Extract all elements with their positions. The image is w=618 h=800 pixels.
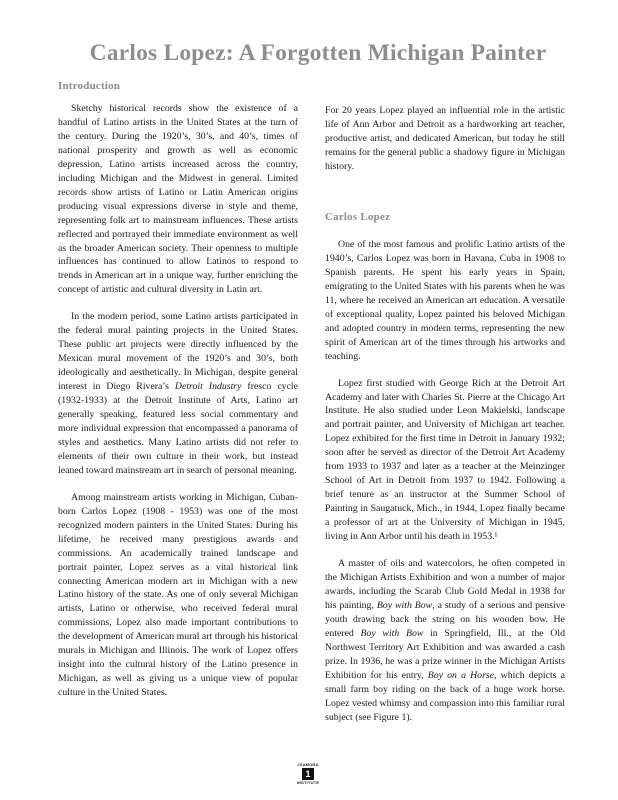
text-run: A master of oils and watercolors, he often competed in the Michigan Artists Exhibition and won a number of major awards, including the Scarab Club Gold Medal in 1938 for his painting, bbox=[325, 558, 565, 611]
left-column bbox=[58, 102, 298, 713]
page-title: Carlos Lopez: A Forgotten Michigan Painter bbox=[89, 40, 547, 66]
text-run: In the modern period, some Latino artists participated in the federal mural painting projects in the United States. These public art projects were directly influenced by the Mexican mural movement of the 1920’s and 30’s, both ideologically and aesthetically. In Michigan, despite general interest in Diego Rivera’s bbox=[58, 311, 298, 393]
paragraph: For 20 years Lopez played an influential role in the artistic life of Ann Arbor and Detroit as a hardworking art teacher, productive artist, and dedicated American, but today he still remains for the general public a shadowy figure in Michigan history. bbox=[325, 105, 565, 172]
section-heading-carlos-lopez: Carlos Lopez bbox=[325, 211, 391, 223]
text-run: fresco cycle (1932-1933) at the Detroit Institute of Arts, Latino art generally speaking, featured less social commentary and more individual expression that encompassed a panorama of styles and aesthetics. Many Latino artists did not refer to elements of their own culture in their work, but instead leaned toward mainstream art in search of personal meaning. bbox=[58, 381, 298, 476]
right-column-top bbox=[325, 104, 565, 187]
artwork-title: Boy on a Horse bbox=[427, 669, 495, 681]
logo-bottom-text: INSTITUTE bbox=[296, 780, 320, 785]
paragraph bbox=[325, 557, 565, 724]
right-column bbox=[325, 238, 565, 737]
text-run: , which depicts a small farm boy riding on the back of a huge work horse. Lopez vested whimsy and compassion into this familiar rural subject (see Figure 1). bbox=[325, 669, 565, 723]
page-number: 1 bbox=[302, 768, 314, 780]
artwork-title: Boy with Bow bbox=[360, 627, 424, 639]
paragraph: Sketchy historical records show the existence of a handful of Latino artists in the United States at the turn of the century. During the 1920’s, 30’s, and 40’s, times of national prosperity and growth as well as economic depression, Latino artists increased across the country, including Michigan and the Midwest in general. Limited records show artists of Latino or Latin American origins producing visual expressions diverse in style and theme, representing folk art to mainstream influences. These artists reflected and portrayed their immediate environment as well as the broader American society. Their openness to multiple influences has continued to allow Latinos to respond to trends in American art in a unique way, further enriching the concept of artistic and cultural diversity in Latin art. bbox=[58, 103, 298, 296]
paragraph bbox=[58, 310, 298, 477]
artwork-title: Boy with Bow bbox=[376, 599, 433, 611]
section-heading-introduction: Introduction bbox=[58, 80, 121, 92]
artwork-title: Detroit Industry bbox=[174, 381, 242, 393]
institute-logo bbox=[296, 762, 320, 790]
paragraph: Lopez first studied with George Rich at the Detroit Art Academy and later with Charles St. Pierre at the Chicago Art Institute. He also studied under Leon Makielski, landscape and portrait painter, and University of Michigan art teacher. Lopez exhibited for the first time in Detroit in January 1932; soon after he served as director of the Detroit Art Academy from 1933 to 1937 and later as a teacher at the Meinzinger School of Art in Detroit from 1937 to 1942. Following a brief tenure as an instructor at the Summer School of Painting in Saugatuck, Mich., in 1944, Lopez finally became a professor of art at the University of Michigan in 1945, living in Ann Arbor until his death in 1953.¹ bbox=[325, 377, 565, 543]
logo-top-text: JSAMORA bbox=[297, 762, 319, 767]
paragraph: Among mainstream artists working in Michigan, Cuban-born Carlos Lopez (1908 - 1953) was one of the most recognized modern painters in the United States. During his lifetime, he received many prestigious awards and commissions. An academically trained landscape and portrait painter, Lopez serves as a vital historical link connecting American modern art in Michigan with a new Latino history of the state. As one of only several Michigan artists, Latino or otherwise, who received federal mural commissions, Lopez also made important contributions to the development of American mural art through his historical murals in Michigan and Illinois. The work of Lopez offers insight into the cultural history of the Latino presence in Michigan, as well as giving us a unique view of popular culture in the United States. bbox=[58, 491, 298, 699]
text-run: , a study of a serious and pensive youth drawing back the string on his wooden bow. He entered bbox=[325, 599, 565, 639]
text-run: in Springfield, Ill., at the Old Northwest Territory Art Exhibition and was awarded a cash prize. In 1936, he was a prize winner in the Michigan Artists Exhibition for his entry, bbox=[325, 627, 565, 681]
paragraph: One of the most famous and prolific Latino artists of the 1940’s, Carlos Lopez was born in Havana, Cuba in 1908 to Spanish parents. He spent his early years in Spain, emigrating to the United States with his parents when he was 11, where he received an American art education. A versatile of exceptional quality, Lopez painted his beloved Michigan and adopted country in modern terms, representing the new spirit of American art of the times through his artworks and teaching. bbox=[325, 239, 565, 362]
